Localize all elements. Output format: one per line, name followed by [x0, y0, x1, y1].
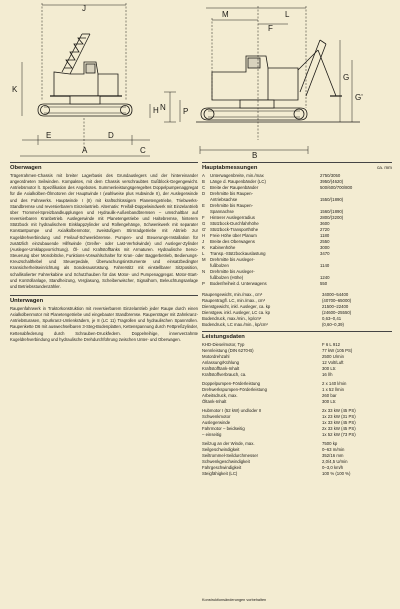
weight-label: Raupengewicht, min./max., cm³: [202, 292, 263, 297]
dimension-key: L: [202, 251, 205, 256]
leistung-value: 260 bar: [322, 393, 337, 398]
left-column: [10, 162, 198, 343]
unterwagen-section: [10, 295, 198, 343]
dimension-key: G: [202, 221, 206, 226]
dimension-key: F: [202, 215, 205, 220]
weight-label: Dienstgew. inkl. Ausleger, LC ca. kp: [202, 310, 271, 315]
dimension-key: K: [202, 245, 205, 250]
leistung-value: 1x 52 kW (73 PS): [322, 432, 356, 437]
dim-label-p: P: [183, 107, 189, 116]
leistung-value: 100 % (100 %): [322, 471, 351, 476]
weight-value: 0,63–0,41: [322, 316, 342, 321]
leistung-label: KHD-Dieselmotor, Typ: [202, 342, 245, 347]
leistung-value: 2x 33 kW (45 PS): [322, 408, 356, 413]
dimension-label: Stützbock-Transporthöhe: [210, 227, 259, 232]
leistung-row: [202, 471, 392, 477]
dimension-label: Länge d. Raupenbänder (LC): [210, 179, 266, 184]
dimension-value: 2720: [320, 227, 330, 232]
dimension-value: 2550: [320, 239, 330, 244]
leistung-label: Öltank-Inhalt: [202, 399, 227, 404]
oberwagen-text: Trägerrahmen-Chassis mit breiter Lagerbasis des Grundauslegers und der hintereinander angeordneten Seilwinden. Kompaktes, mit dem Chassis verschraubtes Gußblock-Gegengewicht. Antriebsmotor lt. Spezifikation des Angebotes. Summenleistungsgeregeltes Doppelpumpenaggregat für die Axialkolben-Ölmotoren der Hauptwinde I (wahlweise plus Hubwinde II), der Auslegerwinde und des Fahrwerks. Hauptwinde I (II) mit kraftschlüssigem Planetengetriebe, Triebwerks-Standbremse und reversierbarem Einzelantrieb. Alternativ: Freifall-Doppelwindwerk mit Einzelantrieb über Trommel-Spreizbandkupplungen und Hydraulik-Außenbandbremsen – umschaltbar auf reversierbaren Kranbetrieb. Auslegerwinde mit Planetengetriebe und Haltebremse, hinterem Stützbock mit hydraulischem Einklappzylinder und Rollengehänge, Schwenkwerk mit separater Konstantpumpe und Axialkolbenmotor, zweistufigem Stirnradgetriebe mit Abtrieb zur Kugeldrehverbindung und Freilauf-Schwenkbremse. Pumpen- und Steuerungs-Installation für zusätzlich einzubauende Hilfswinde (Greifer- oder Last-Verholwinde) und Ausleger-Zylinder (Ausleger-Umklappvorrichtung). Öl- und Kraftstofftanks mit Armaturen. Hydraulische Servo-Steuerung über Monoblöcke, Funktions-Vorwahlschalter für Kran- oder Baggerbetrieb, Bedienungs-Kreuzschalthebel und Steuerpedale, Überwachungsinstrumente und einsatzbedingter Kransicherheitseinrichtung als Sonderausrüstung. Fahrerstitz mit einstellbarer Sitzposition, schallisolierter Fahrerkabine und Schutzhauben für das Motor- und Pumpenaggregat. Motor-Start- und Kontrollanlage, Standheizung, Verglasung, Scheibenwischer, Signalhorn, Beleuchtungsanlage und Betriebsstundenzähler.: [10, 173, 198, 289]
leistung-value: 1x 33 kW (45 PS): [322, 420, 356, 425]
dimension-label: Breite der Raupenbänder: [210, 185, 259, 190]
dimension-value: 1180: [320, 233, 330, 238]
dimension-key: H: [202, 233, 206, 238]
dimension-value: 1560/(1890): [320, 209, 344, 214]
dimension-value: 1140: [320, 263, 330, 268]
dim-label-k: K: [12, 85, 18, 94]
unterwagen-heading: Unterwagen: [10, 295, 198, 304]
dimensions-table: [202, 173, 392, 287]
leistung-label: Auslegerwinde: [202, 420, 231, 425]
dim-label-b: B: [252, 151, 258, 160]
leistung-value: 0–3,0 km/h: [322, 465, 344, 470]
dim-label-n: N: [160, 103, 166, 112]
leistung-value: 1x 23 kW (31 PS): [322, 414, 356, 419]
leistung-label: Motordrehzahl: [202, 354, 230, 359]
leistung-value: 1 x 52 l/min: [322, 387, 344, 392]
dimension-value: 2750/3050: [320, 173, 341, 178]
dimension-key: A: [202, 173, 205, 178]
dimension-key: B: [202, 179, 205, 184]
dimension-label: Drehmitte bis Raupen-: [210, 191, 253, 196]
leistung-label: Seilzug an der Winde, max.: [202, 441, 255, 446]
dimension-value: 3600: [320, 221, 330, 226]
weight-row: [202, 322, 392, 328]
leistung-label: Steigfähigkeit (LC): [202, 471, 238, 476]
dimension-label: Transp.-Stützbockauslastung: [210, 251, 266, 256]
weight-value: 34000–54400: [322, 292, 349, 297]
leistung-value: 2,0/4,5 U/min: [322, 459, 348, 464]
leistung-label: Arbeitsdruck, max.: [202, 393, 238, 398]
dim-label-a: A: [82, 146, 88, 155]
weight-label: Bodendruck, LC max./min., kp/cm²: [202, 322, 268, 327]
hauptabmessungen-unit: ca. mm: [376, 165, 392, 170]
dimension-label: Drehmitte bis Ausleger-: [210, 257, 255, 262]
dimension-row: [202, 281, 392, 287]
dim-label-h: H: [153, 106, 159, 115]
leistung-value: 77 kW (105 PS): [322, 348, 353, 353]
dim-label-g-prime: G': [355, 93, 363, 102]
weight-label: Bodendruck, max./min., kp/cm²: [202, 316, 262, 321]
dimension-key: C: [202, 185, 206, 190]
leistung-label: Hubmotor I (52 kW) und/oder II: [202, 408, 262, 413]
leistung-label: Anlassung/Kühlung: [202, 360, 240, 365]
dimension-key: J: [202, 239, 205, 244]
a-frame-gantry: [298, 40, 342, 96]
dimension-label: Spannachse: [210, 209, 234, 214]
leistung-value: 300 Ltr.: [322, 399, 337, 404]
dimension-label: Kabinenhöhe: [210, 245, 236, 250]
dimension-value: 1550/(1890): [320, 197, 344, 202]
weight-label: Dienstgewicht, inkl. Ausleger, ca. kp: [202, 304, 271, 309]
dimension-label: Drehmitte bis Ausleger-: [210, 269, 255, 274]
leistung-value: 300 Ltr.: [322, 366, 337, 371]
dimension-label: Bodenfreiheit d. Unterwagens: [210, 281, 267, 286]
dim-label-l: L: [285, 10, 290, 19]
weights-table: [202, 292, 392, 328]
dimension-value: 550: [320, 281, 328, 286]
dim-label-b-top: M: [222, 10, 229, 19]
leistung-label: – einseitig: [202, 432, 222, 437]
leistung-label: Drehwerkspumpen-Förderleistung: [202, 387, 267, 392]
dimension-value: 1240: [320, 275, 330, 280]
dimension-label: Hinterer Auslegerradius: [210, 215, 255, 220]
dimension-label: Stützbock-Durchfahrhöhe: [210, 221, 259, 226]
dimension-label: Unterwagenbreite, min./max: [210, 173, 264, 178]
dimension-label: Antriebsachse: [210, 197, 238, 202]
leistung-label: Seiltrommel-Seildurchmesser: [202, 453, 259, 458]
dimension-label: Freie Höhe über Planum: [210, 233, 257, 238]
dimension-value: 3950/(4620): [320, 179, 344, 184]
dimension-value: 3470: [320, 251, 330, 256]
leistung-label: Seilgeschwindigkeit: [202, 447, 240, 452]
right-column: [202, 162, 392, 477]
leistung-label: Nennleistung (DIN 6270-B): [202, 348, 254, 353]
weight-value: (0,60–0,39): [322, 322, 344, 327]
dimension-value: 3000: [320, 245, 330, 250]
left-track: [38, 104, 132, 116]
leistung-value: 0–63 m/min: [322, 447, 345, 452]
technical-drawings: [0, 0, 400, 160]
leistung-label: Fahrmotor – beidseitig: [202, 426, 245, 431]
leistung-label: Fahrgeschwindigkeit: [202, 465, 242, 470]
dimension-key: M: [202, 257, 206, 262]
dimension-key: G': [202, 227, 207, 232]
leistungsdaten-heading: Leistungsdaten: [202, 331, 392, 340]
right-track: [201, 108, 307, 120]
leistung-value: 352/16 mm: [322, 453, 344, 458]
leistung-value: F 6 L 912: [322, 342, 340, 347]
dim-label-f: F: [268, 24, 273, 33]
leistung-label: Schwenkmotor: [202, 414, 231, 419]
dimension-value: 2800/(3200): [320, 215, 344, 220]
dimension-label: Drehmitte bis Raupen-: [210, 203, 253, 208]
dimension-key: E: [202, 203, 205, 208]
dim-label-d: D: [108, 131, 114, 140]
dimension-key: D: [202, 191, 206, 196]
leistung-value: 16 l/h: [322, 372, 333, 377]
leistung-value: 2500 U/min: [322, 354, 344, 359]
leistungsdaten-table: [202, 342, 392, 477]
leistung-label: Schwenkgeschwindigkeit: [202, 459, 250, 464]
dim-label-g: G: [343, 73, 350, 82]
dimension-key: P: [202, 281, 205, 286]
dim-label-j: J: [82, 4, 86, 13]
weight-value: (24600–25550): [322, 310, 352, 315]
leistung-label: Kraftstofftank-Inhalt: [202, 366, 240, 371]
dimension-label: Breite des Oberwagens: [210, 239, 255, 244]
dim-label-c: C: [140, 146, 146, 155]
oberwagen-heading: Oberwagen: [10, 162, 198, 171]
machine-transport-view: [201, 40, 342, 120]
dimension-label: fußbolzen (Höhe): [210, 275, 244, 280]
leistung-value: 2 x 140 l/min: [322, 381, 347, 386]
footnote: Konstruktionsänderungen vorbehalten: [202, 598, 267, 602]
weight-label: Raupentragfl. LC, min./max., cm³: [202, 298, 266, 303]
excavator-side-view: [38, 34, 132, 116]
hauptabmessungen-title: Hauptabmessungen: [202, 165, 258, 171]
hauptabmessungen-header: [202, 162, 392, 171]
leistung-label: Kraftstoffverbrauch, ca.: [202, 372, 247, 377]
dimension-key: N: [202, 269, 206, 274]
leistung-label: Doppelpumpen-Förderleistung: [202, 381, 261, 386]
leistung-value: 7500 kp: [322, 441, 338, 446]
weight-value: (40700–65000): [322, 298, 352, 303]
dimension-value: 500/600/700/800: [320, 185, 353, 190]
leistung-value: 12 Volt/Luft: [322, 360, 344, 365]
weight-value: 21500–22400: [322, 304, 349, 309]
dimension-label: fußbolzen: [210, 263, 229, 268]
dim-label-e: E: [46, 131, 52, 140]
leistungsdaten-section: [202, 331, 392, 477]
leistung-value: 2x 33 kW (45 PS): [322, 426, 356, 431]
unterwagen-text: Raupenfahrwerk in Traktorkonstruktion mit reversierbarem Einzelantrieb jeder Raupe durch einen Axialkolbenmotor mit Planetengetriebe und eingebauter Standbremse. Raupenträger mit Zahnkranz-Antriebsturasen, Spurkranz-Umlenkrädern, je 8 (LC 11) Tragrollen und hydraulischen Spannrollen. Raupenkette D6 mit auswechselbaren 3-Steg-Bodenplatten, Kettenspannung durch Fettpreßzylinder, Kettenabfederung durch Schrauben-Druckfedern. Doppelreihige, innenverzahnte Kugeldrehverbindung und hydraulische Drehdurchführung zwischen Unter- und Oberwagen.: [10, 305, 198, 342]
excavator-dimension-diagram: [0, 0, 400, 160]
